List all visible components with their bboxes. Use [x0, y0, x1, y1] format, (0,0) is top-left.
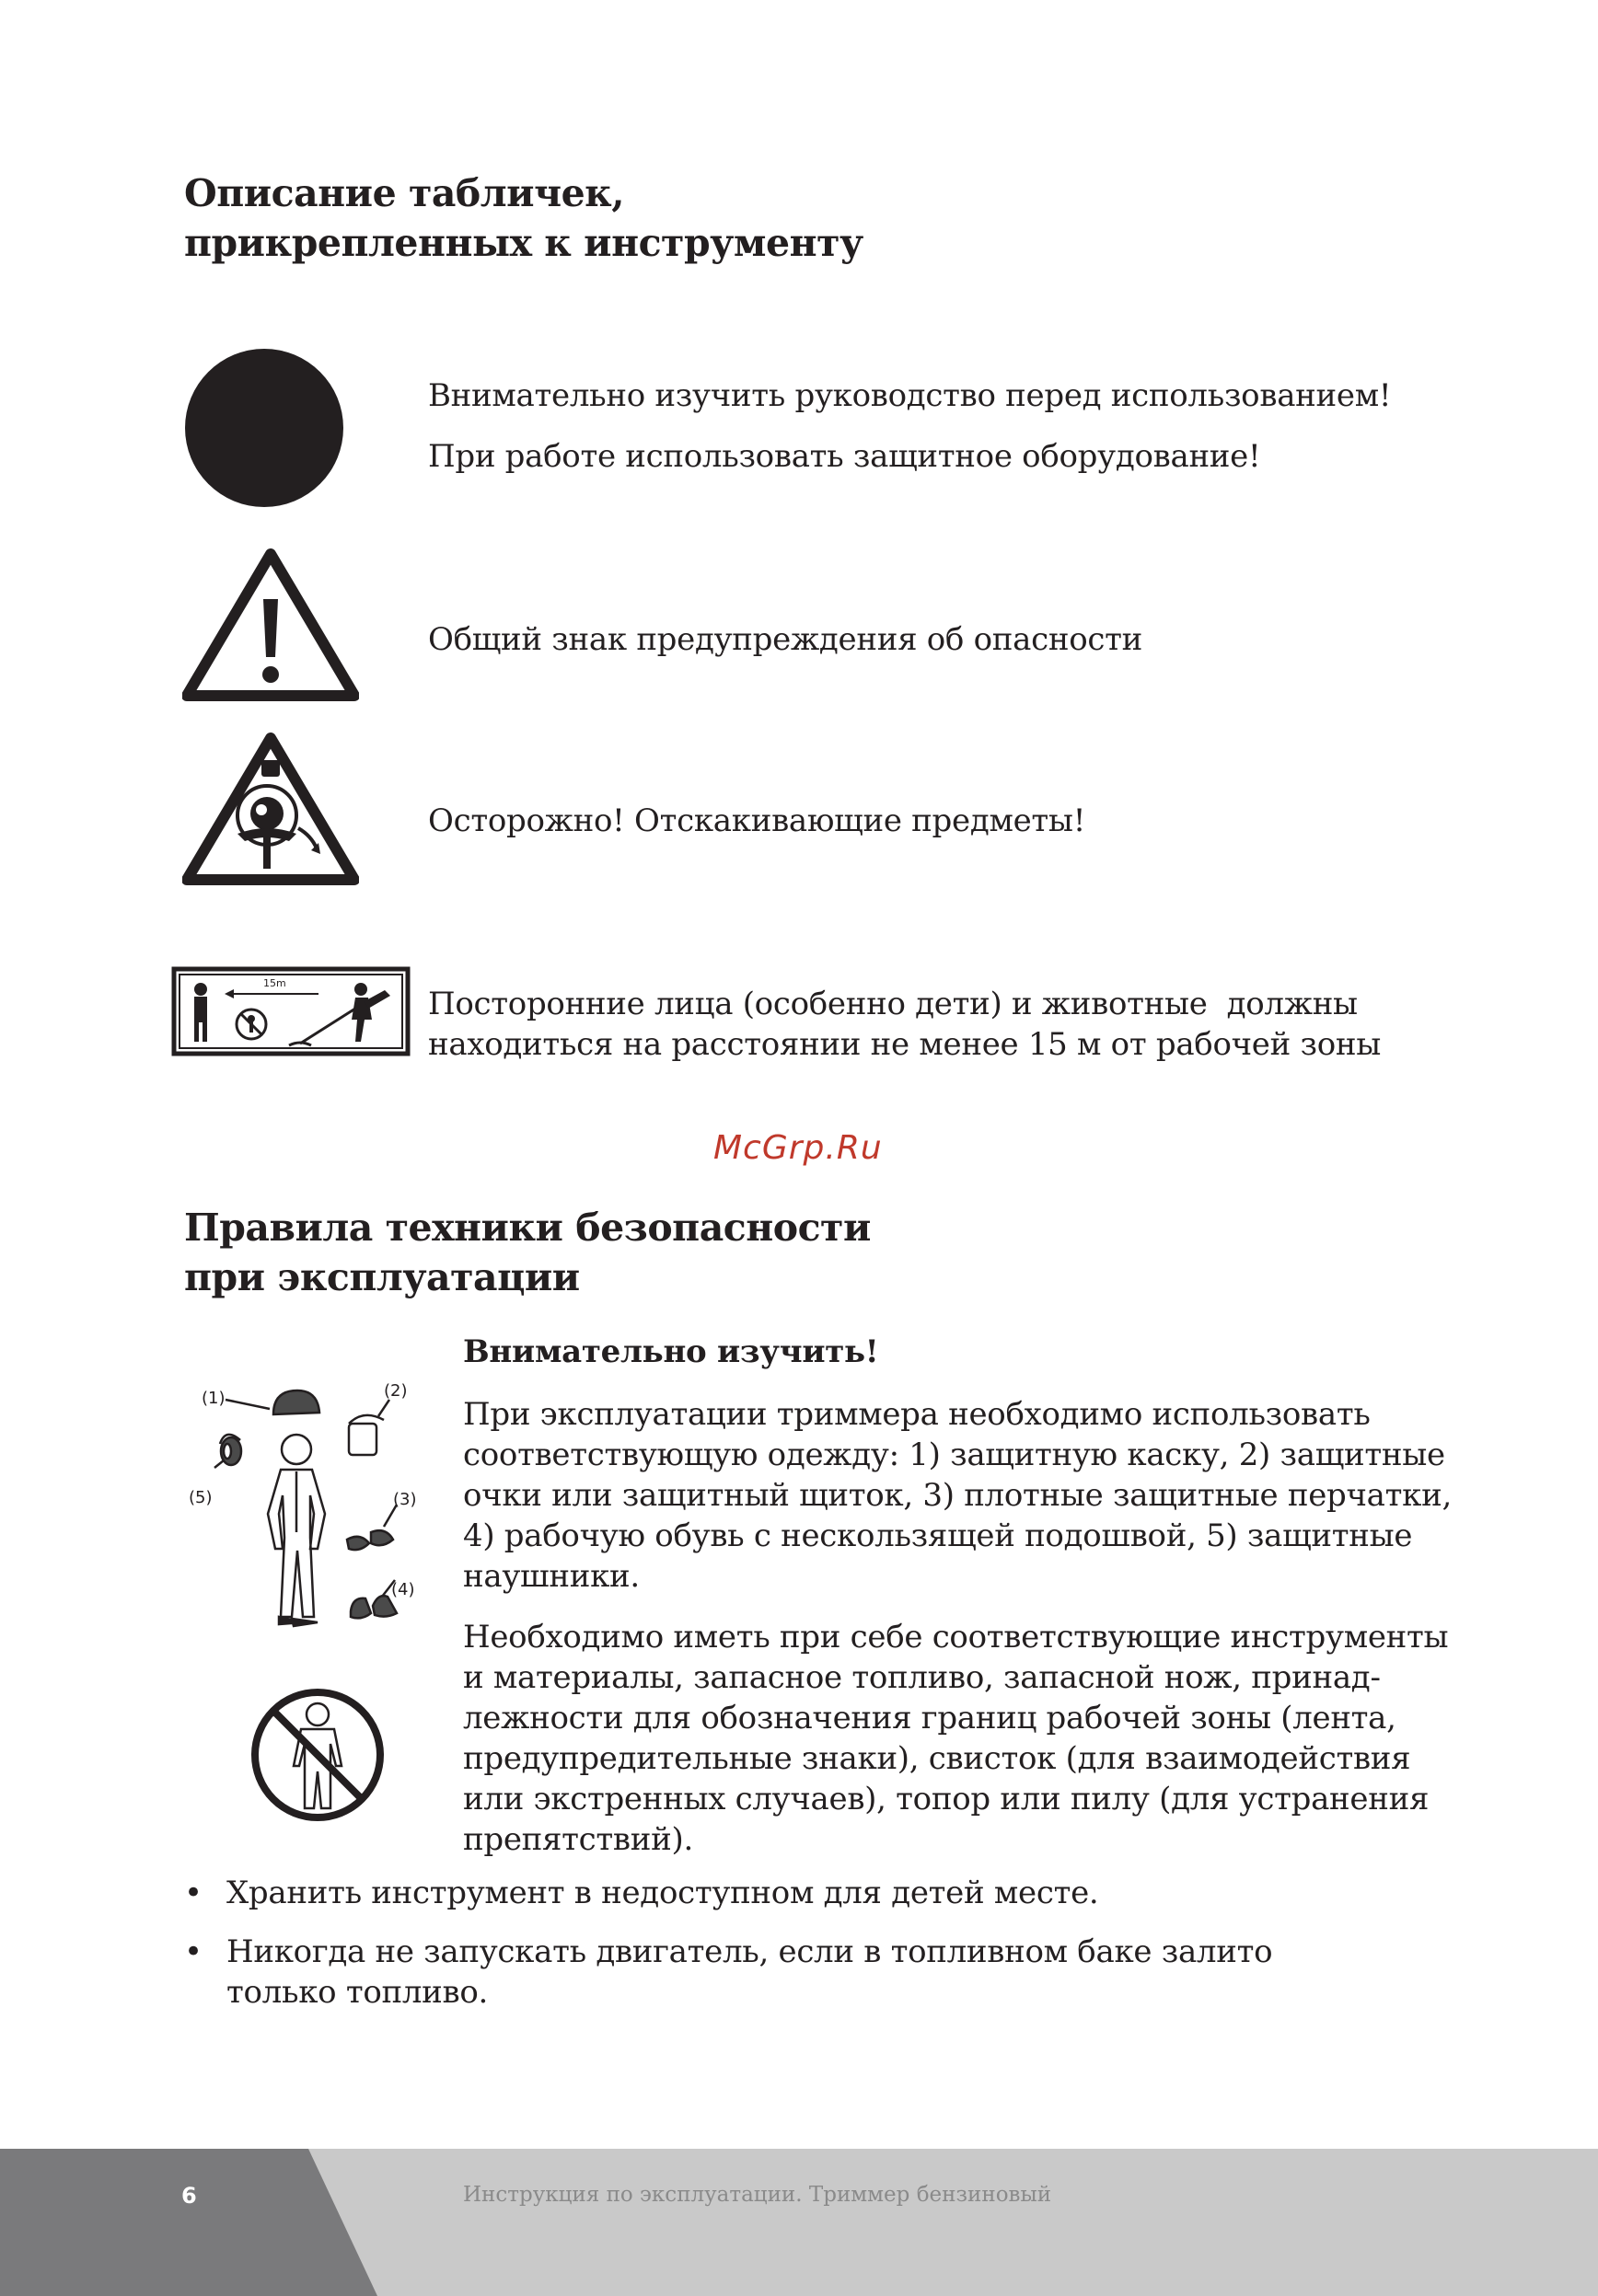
keep-distance-icon — [171, 966, 411, 1056]
section-title-safety — [184, 1203, 871, 1302]
protective-equipment-figure — [189, 1376, 437, 1845]
sign4-line2: находиться на расстоянии не менее 15 м от рабочей зоны — [428, 1026, 1382, 1063]
section-title-plates — [184, 168, 863, 268]
sign1-line2: При работе использовать защитное оборудование! — [428, 438, 1261, 475]
bullet-text: Никогда не запускать двигатель, если в топливном баке залито только топливо. — [226, 1933, 1273, 2011]
safety-lead: Внимательно изучить! — [463, 1333, 879, 1370]
bullet-marker: • — [184, 1933, 203, 1970]
footer-band — [0, 2149, 1598, 2296]
figure-label-1: (1) — [202, 1389, 226, 1408]
sign1-line1: Внимательно изучить руководство перед использованием! — [428, 377, 1392, 414]
watermark-text: McGrp.Ru — [713, 1129, 883, 1167]
read-manual-circle-icon — [184, 348, 344, 508]
bullet-marker: • — [184, 1875, 203, 1911]
safety-text-block — [463, 1332, 1476, 1880]
section-title-line1: Описание табличек, — [184, 171, 625, 215]
safety-bullet-list — [184, 1873, 1473, 2013]
sign3-text: Осторожно! Отскакивающие предметы! — [428, 802, 1086, 839]
footer-document-title: Инструкция по эксплуатации. Триммер бензиновый — [463, 2183, 1052, 2207]
safety-paragraph-tools: Необходимо иметь при себе соответствующие инструменты и материалы, запасное топливо, запасной нож, принадлежности для обозначения границ рабочей зоны (лента, предупредительные знаки), свисток (для взаимодействия или экстренных случаев), топор или пилу (для устранения препятствий). — [463, 1619, 1449, 1858]
page-number: 6 — [181, 2183, 197, 2209]
sign4-text — [428, 984, 1560, 1065]
figure-label-2: (2) — [384, 1381, 408, 1401]
sign2-text: Общий знак предупреждения об опасности — [428, 621, 1142, 658]
bullet-text: Хранить инструмент в недоступном для детей месте. — [226, 1875, 1099, 1911]
section2-title-line2: при эксплуатации — [184, 1255, 580, 1299]
figure-label-3: (3) — [393, 1490, 417, 1509]
figure-label-5: (5) — [189, 1488, 213, 1507]
figure-label-4: (4) — [391, 1580, 415, 1599]
no-unprotected-person-icon — [255, 1692, 380, 1817]
list-item — [184, 1932, 1473, 2013]
general-warning-icon — [182, 548, 359, 701]
distance-label: 15m — [263, 977, 286, 989]
safety-paragraph-clothing: При эксплуатации триммера необходимо использовать соответствующую одежду: 1) защитную каску, 2) защитные очки или защитный щиток, 3) плотные защитные перчатки, 4) рабочую обувь с нескользящей подошвой, 5) защитные наушники. — [463, 1396, 1452, 1595]
section2-title-line1: Правила техники безопасности — [184, 1206, 871, 1250]
sign4-line1: Посторонние лица (особенно дети) и животные должны — [428, 986, 1358, 1022]
sign1-text — [428, 375, 1551, 477]
flying-objects-warning-icon — [182, 733, 359, 885]
list-item — [184, 1873, 1473, 1913]
section-title-line2: прикрепленных к инструменту — [184, 221, 863, 265]
